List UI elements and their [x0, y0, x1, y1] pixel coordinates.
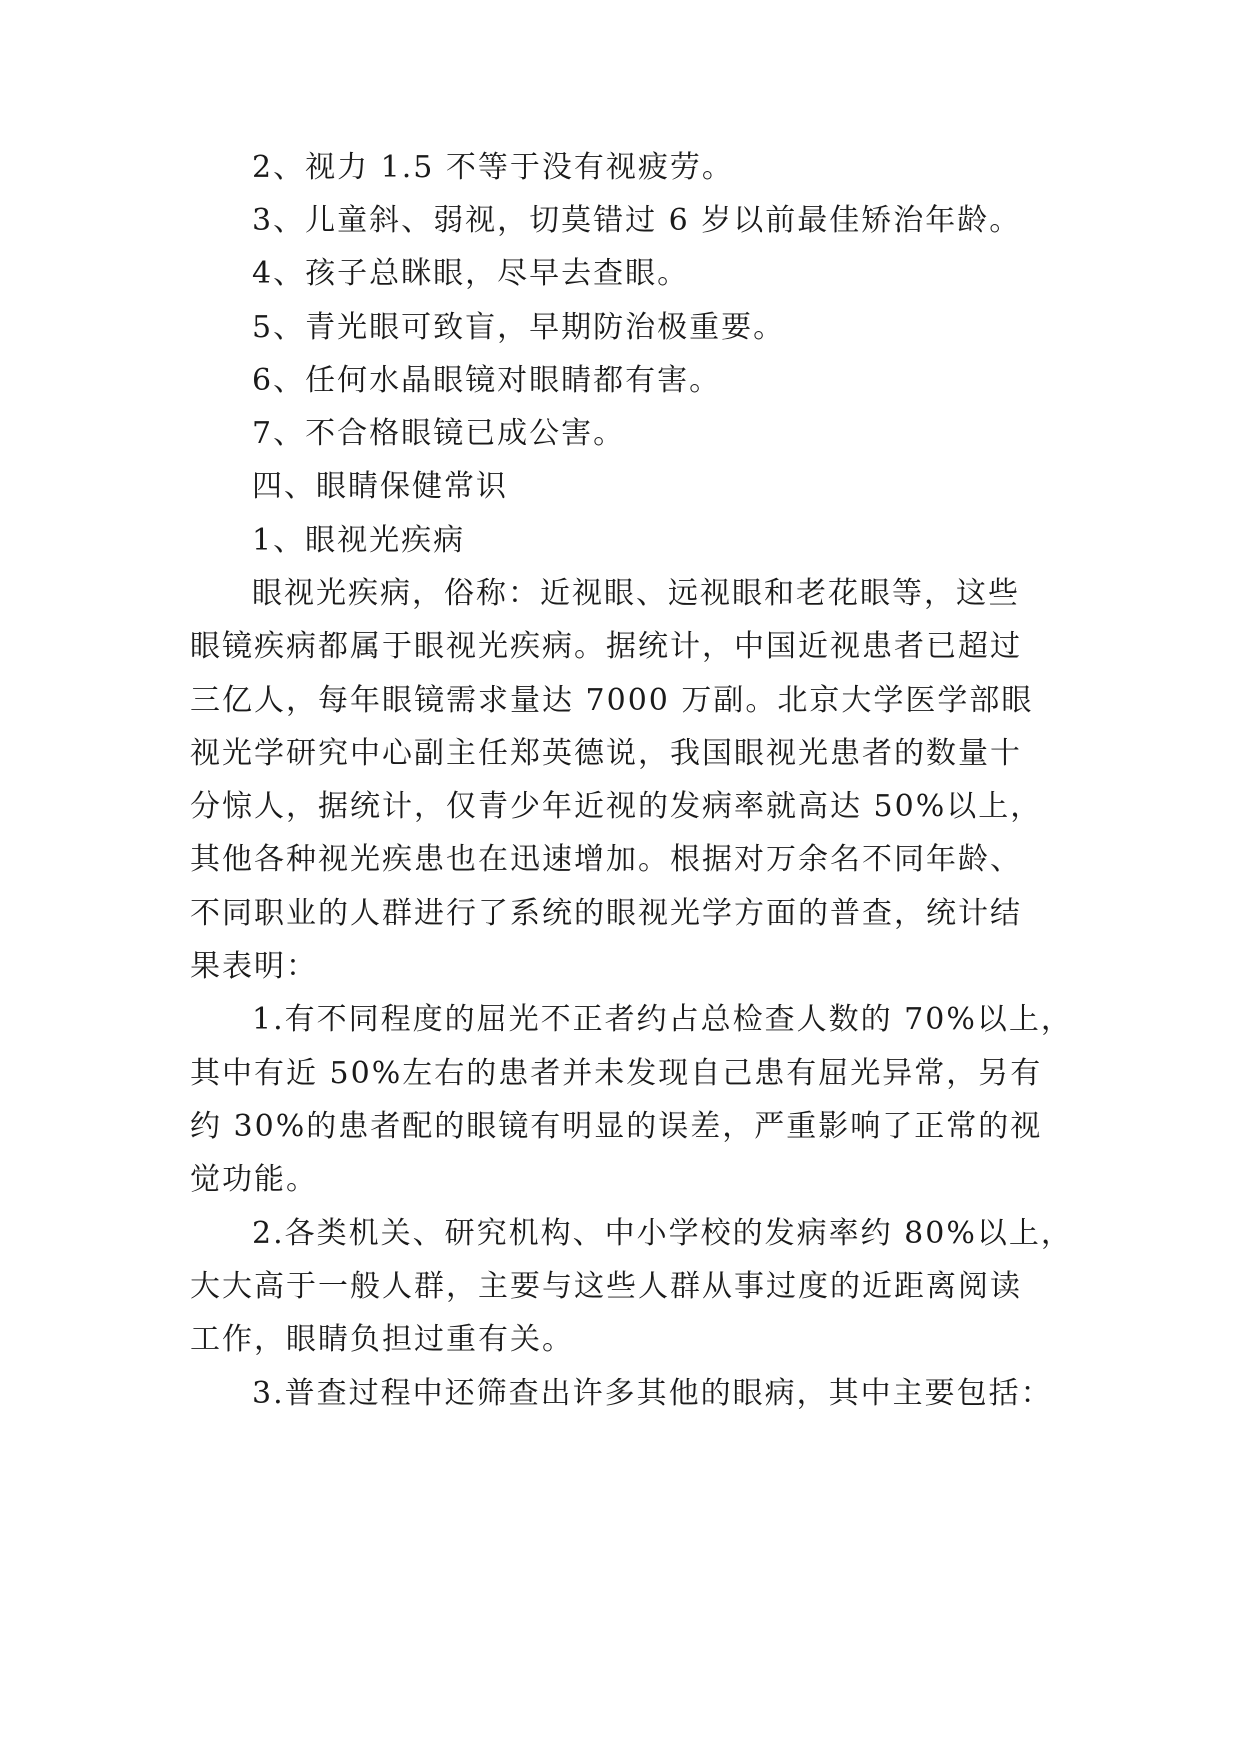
- finding-line: 其中有近 50%左右的患者并未发现自己患有屈光异常，另有: [190, 1056, 1043, 1091]
- finding-line: 3.普查过程中还筛查出许多其他的眼病，其中主要包括：: [252, 1376, 1053, 1411]
- paragraph-line: 视光学研究中心副主任郑英德说，我国眼视光患者的数量十: [190, 736, 1022, 771]
- paragraph-line: 分惊人，据统计，仅青少年近视的发病率就高达 50%以上，: [190, 789, 1043, 824]
- list-item: 6、任何水晶眼镜对眼睛都有害。: [252, 363, 722, 398]
- paragraph-line: 其他各种视光疾患也在迅速增加。根据对万余名不同年龄、: [190, 842, 1022, 877]
- list-item: 7、不合格眼镜已成公害。: [252, 416, 626, 451]
- finding-line: 2.各类机关、研究机构、中小学校的发病率约 80%以上，: [252, 1216, 1073, 1251]
- paragraph-line: 眼镜疾病都属于眼视光疾病。据统计，中国近视患者已超过: [190, 629, 1022, 664]
- list-item: 4、孩子总眯眼，尽早去查眼。: [252, 256, 690, 291]
- paragraph-line: 眼视光疾病，俗称：近视眼、远视眼和老花眼等，这些: [252, 576, 1020, 611]
- finding-line: 大大高于一般人群，主要与这些人群从事过度的近距离阅读: [190, 1269, 1022, 1304]
- paragraph-line: 果表明：: [190, 949, 318, 984]
- paragraph-line: 三亿人，每年眼镜需求量达 7000 万副。北京大学医学部眼: [190, 683, 1034, 718]
- paragraph-line: 不同职业的人群进行了系统的眼视光学方面的普查，统计结: [190, 896, 1022, 931]
- finding-line: 约 30%的患者配的眼镜有明显的误差，严重影响了正常的视: [190, 1109, 1043, 1144]
- finding-line: 1.有不同程度的屈光不正者约占总检查人数的 70%以上，: [252, 1002, 1073, 1037]
- list-item: 3、儿童斜、弱视，切莫错过 6 岁以前最佳矫治年龄。: [252, 203, 1022, 238]
- list-item: 5、青光眼可致盲，早期防治极重要。: [252, 310, 786, 345]
- finding-line: 工作，眼睛负担过重有关。: [190, 1322, 574, 1357]
- finding-line: 觉功能。: [190, 1162, 318, 1197]
- section-heading: 四、眼睛保健常识: [252, 469, 508, 504]
- subsection-heading: 1、眼视光疾病: [252, 523, 466, 558]
- list-item: 2、视力 1.5 不等于没有视疲劳。: [252, 150, 734, 185]
